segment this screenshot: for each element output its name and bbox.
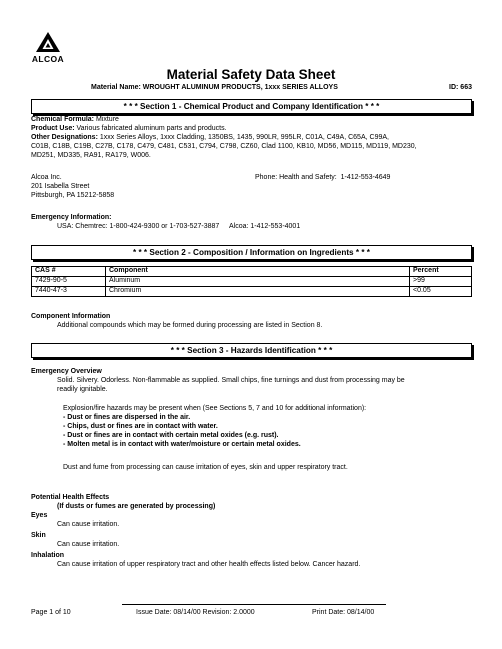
- explosion-intro: Explosion/fire hazards may be present when (See Sections 5, 7 and 10 for additional information):: [63, 405, 367, 412]
- percent-cell: <0.05: [410, 287, 472, 297]
- cas-cell: 7440-47-3: [32, 287, 106, 297]
- address-line1: 201 Isabella Street: [31, 182, 90, 190]
- chemtrec-line: USA: Chemtrec: 1-800-424-9300 or 1-703-527-3887: [57, 222, 220, 230]
- percent-cell: >99: [410, 277, 472, 287]
- eyes-text: Can cause irritation.: [57, 520, 120, 528]
- product-use: Various fabricated aluminum parts and products.: [76, 124, 227, 132]
- emergency-overview: [31, 368, 477, 395]
- emergency-label: Emergency Information:: [31, 214, 112, 221]
- company-name: Alcoa Inc.: [31, 174, 62, 181]
- section-3-heading: * * * Section 3 - Hazards Identification * * *: [31, 343, 472, 358]
- potential-health-effects: [31, 494, 477, 570]
- document-title: Material Safety Data Sheet: [166, 67, 336, 82]
- col-cas: CAS #: [32, 267, 106, 277]
- overview-line2: readily ignitable.: [57, 385, 108, 393]
- alcoa-emergency-phone: Alcoa: 1-412-553-4001: [229, 222, 301, 230]
- fume-note: Dust and fume from processing can cause irritation of eyes, skin and upper respiratory tract.: [63, 464, 348, 471]
- col-percent: Percent: [410, 267, 472, 277]
- skin-label: Skin: [31, 531, 46, 539]
- other-designations-line2: C01B, C18B, C19B, C27B, C178, C479, C481, C531, C794, C798, CZ60, Clad 1100, KB10, MD56, MD115, MD119, MD230,: [31, 142, 417, 150]
- overview-line1: Solid. Silvery. Odorless. Non-flammable as supplied. Small chips, fine turnings and dust from processing may be: [57, 376, 405, 384]
- component-info-label: Component Information: [31, 313, 111, 320]
- section-2-heading: * * * Section 2 - Composition / Information on Ingredients * * *: [31, 245, 472, 260]
- cas-cell: 7429-90-5: [32, 277, 106, 287]
- component-cell: Chromium: [106, 287, 410, 297]
- potential-label: Potential Health Effects: [31, 494, 110, 501]
- other-designations-line3: MD251, MD335, RA91, RA179, W006.: [31, 151, 151, 159]
- logo-text: ALCOA: [31, 54, 65, 64]
- component-information: [31, 313, 477, 331]
- chem-formula: Mixture: [95, 116, 119, 123]
- section-1-heading: * * * Section 1 - Chemical Product and Company Identification * * *: [31, 99, 472, 114]
- emergency-info: [31, 214, 477, 232]
- document-id: ID: 663: [449, 84, 472, 91]
- other-designations-line1: 1xxx Series Alloys, 1xxx Cladding, 1350BS, 1435, 990LR, 995LR, C01A, C49A, C65A, C99A,: [99, 133, 389, 141]
- page-number: Page 1 of 10: [31, 609, 71, 616]
- phone-number: 1-412-553-4649: [340, 174, 391, 181]
- hazard-bullet: - Chips, dust or fines are in contact with water.: [63, 422, 218, 430]
- component-info-text: Additional compounds which may be formed during processing are listed in Section 8.: [57, 321, 323, 329]
- table-header-row: [32, 267, 472, 277]
- component-cell: Aluminum: [106, 277, 410, 287]
- material-name: WROUGHT ALUMINUM PRODUCTS, 1xxx SERIES ALLOYS: [142, 84, 338, 91]
- table-row: [32, 287, 472, 297]
- col-component: Component: [106, 267, 410, 277]
- material-name-label: Material Name:: [91, 84, 141, 91]
- material-name-row: [91, 84, 472, 93]
- eyes-label: Eyes: [31, 511, 48, 519]
- issue-date: Issue Date: 08/14/00 Revision: 2.0000: [136, 609, 255, 616]
- other-designations-label: Other Designations:: [31, 133, 98, 141]
- phone-label: Phone: Health and Safety:: [255, 174, 337, 181]
- emergency-overview-label: Emergency Overview: [31, 368, 102, 375]
- inhalation-label: Inhalation: [31, 551, 65, 559]
- table-row: [32, 277, 472, 287]
- alcoa-triangle-icon: [35, 31, 61, 53]
- composition-table: [31, 266, 472, 297]
- hazard-bullet: - Dust or fines are in contact with certain metal oxides (e.g. rust).: [63, 431, 279, 439]
- explosion-hazards: [31, 405, 477, 450]
- hazard-bullet: - Dust or fines are dispersed in the air.: [63, 413, 191, 421]
- health-safety-phone: [255, 174, 475, 183]
- product-use-label: Product Use:: [31, 124, 75, 132]
- chem-formula-label: Chemical Formula:: [31, 116, 95, 123]
- footer-divider: [122, 604, 386, 605]
- potential-subtitle: (If dusts or fumes are generated by processing): [57, 502, 216, 510]
- address-line2: Pittsburgh, PA 15212-5858: [31, 191, 115, 199]
- hazard-bullet: - Molten metal is in contact with water/moisture or certain metal oxides.: [63, 440, 301, 448]
- section-1-body: [31, 116, 477, 161]
- skin-text: Can cause irritation.: [57, 540, 120, 548]
- alcoa-logo: [31, 31, 65, 65]
- print-date: Print Date: 08/14/00: [312, 609, 375, 616]
- inhalation-text: Can cause irritation of upper respiratory tract and other health effects listed below. Cancer hazard.: [57, 560, 361, 568]
